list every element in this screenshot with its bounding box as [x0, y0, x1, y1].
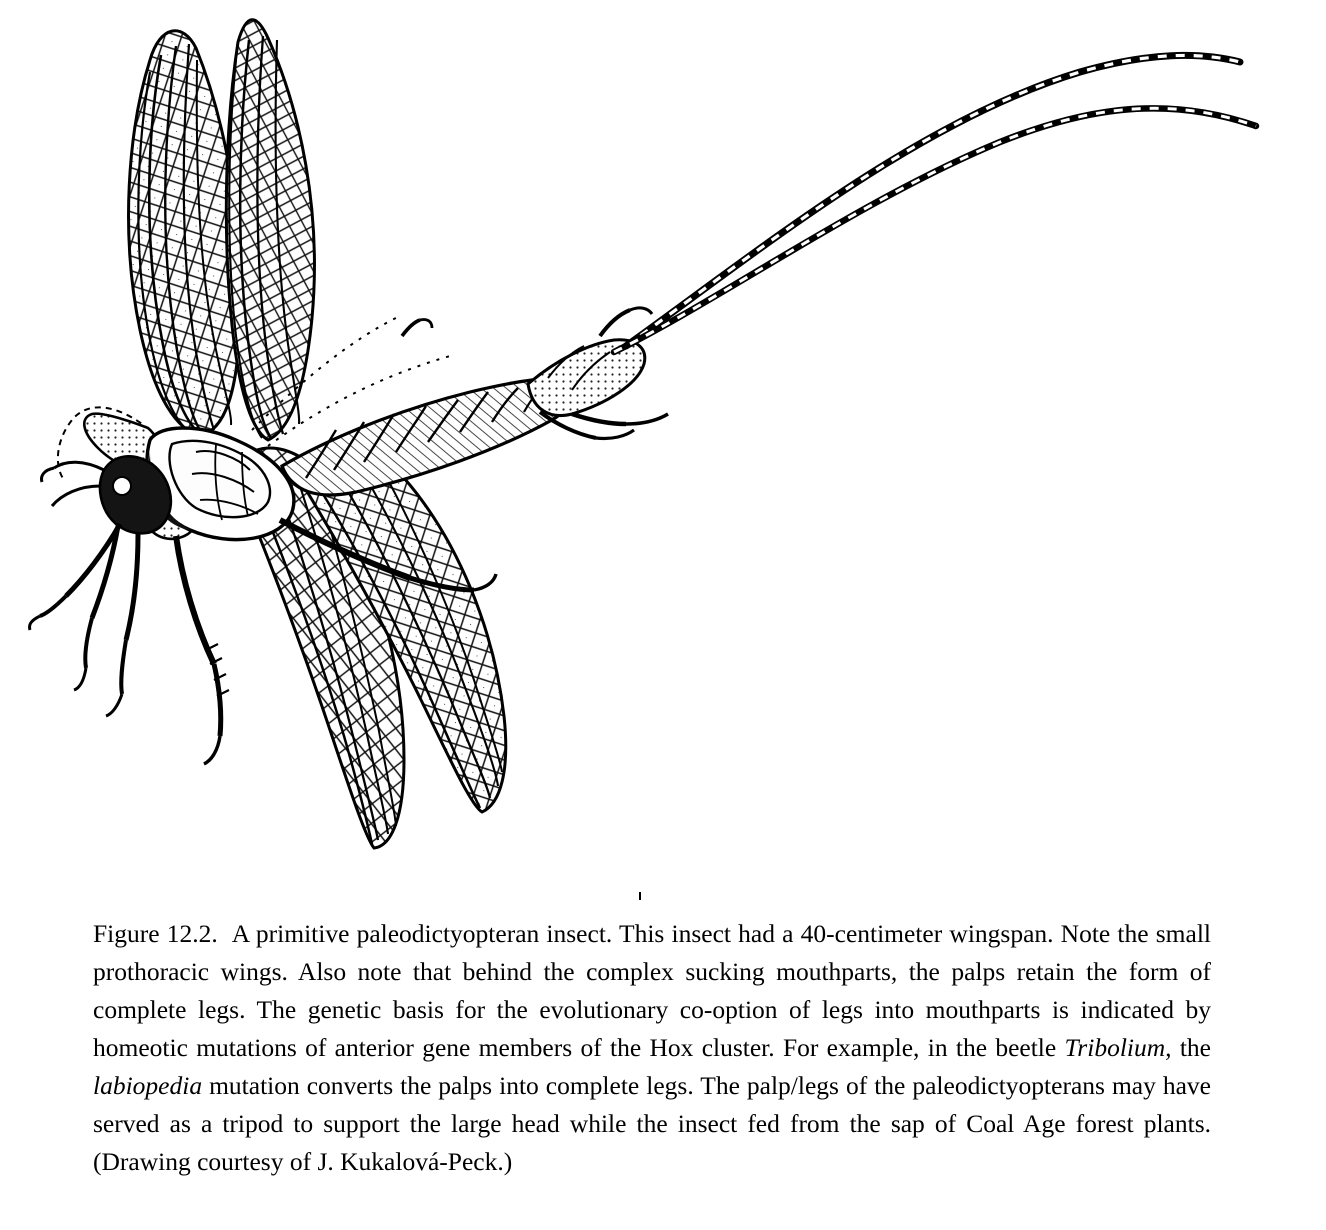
caption-italic-labiopedia: labiopedia	[93, 1071, 203, 1100]
head	[42, 456, 171, 533]
figure-caption	[93, 915, 1211, 1181]
antenna-upper	[54, 462, 104, 470]
caption-text-part-3: mutation converts the palps into complete legs. The palp/legs of the paleodictyopterans may have served as a tripod to support the large head while the insect fed from the sap of Coal Age forest plants. (Drawing courtesy of J. Kukalová-Peck.)	[93, 1071, 1211, 1176]
caption-text-part-2: the	[1171, 1033, 1211, 1062]
eye	[113, 477, 131, 495]
caption-text-part-1: A primitive paleodictyopteran insect. This insect had a 40-centimeter wingspan. Note the small prothoracic wings. Also note that behind the complex sucking mouthparts, the palps retain the form of complete legs. The genetic basis for the evolutionary co-option of legs into mouthparts is indicated by homeotic mutations of anterior gene members of the Hox cluster. For example, in the beetle	[93, 919, 1211, 1062]
forewing-upper-right	[226, 20, 314, 440]
caption-italic-tribolium: Tribolium,	[1064, 1033, 1172, 1062]
antenna-lower	[52, 486, 100, 506]
mid-leg	[176, 536, 229, 764]
abdomen	[282, 379, 573, 495]
terminal-segment	[528, 340, 645, 416]
palp-leg-anterior	[29, 524, 138, 716]
figure-label: Figure 12.2.	[93, 919, 218, 948]
cercus-long-upper	[626, 55, 1240, 346]
forewing-upper-left	[129, 31, 241, 436]
cercus-long-lower	[614, 108, 1256, 352]
